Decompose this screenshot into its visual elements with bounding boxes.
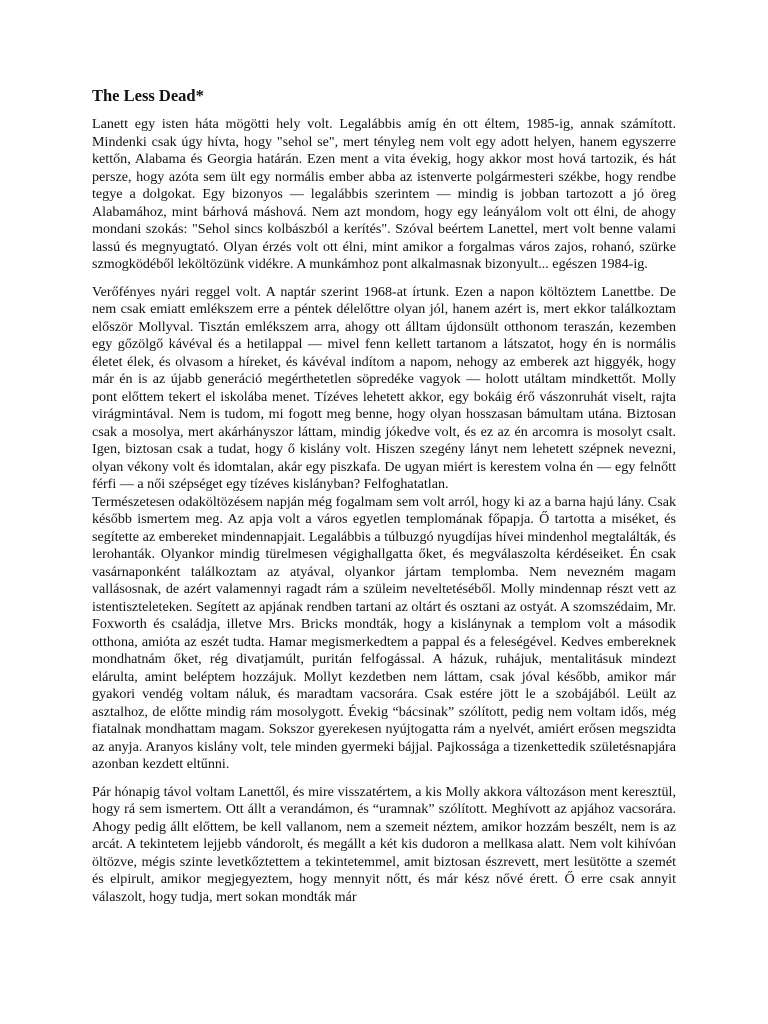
- paragraph-3: Természetesen odaköltözésem napján még fogalmam sem volt arról, hogy ki az a barna hajú lány. Csak később ismertem meg. Az apja volt a város egyetlen templomának főpapja. Ő tartotta a miséket, és segítette az embereket mindennapjait. Legalábbis a túlbuzgó nyugdíjas hívei mindenhol megtalálták, és lerohanták. Olyankor mindig türelmesen végighallgatta őket, és megválaszolta kérdéseiket. Én csak vasárnaponként találkoztam az atyával, olyankor jártam templomba. Nem nevezném magam vallásosnak, de azért valamennyi ragadt rám a szüleim neveltetéséből. Molly mindennap részt vett az istentiszteleteken. Segített az apjának rendben tartani az oltárt és osztani az ostyát. A szomszédaim, Mr. Foxworth és családja, illetve Mrs. Bricks mondták, hogy a kislánynak a templom volt a második otthona, amióta az eszét tudta. Hamar megismerkedtem a pappal és a feleségével. Kedves embereknek mondhatnám őket, rég divatjamúlt, puritán felfogással. A házuk, ruhájuk, mentalitásuk mindezt elárulta, amint beléptem hozzájuk. Mollyt kezdetben nem láttam, csak jóval később, amikor már gyakori vendég voltam náluk, és maradtam vacsorára. Csak estére jött le a szobájából. Leült az asztalhoz, de előtte mindig rám mosolygott. Évekig “bácsinak” szólított, pedig nem voltam idős, még fiatalnak mondhattam magam. Sokszor gyerekesen nyújtogatta rám a nyelvét, amiért erősen megszidta az anyja. Aranyos kislány volt, tele minden gyermeki bájjal. Pajkossága a tizenkettedik születésnapjára azonban kezdett eltűnni.: [92, 493, 676, 772]
- paragraph-4: Pár hónapig távol voltam Lanettől, és mire visszatértem, a kis Molly akkora változáson ment keresztül, hogy rá sem ismertem. Ott állt a verandámon, és “uramnak” szólított. Meghívott az apjához vacsorára. Ahogy pedig állt előttem, be kell vallanom, nem a szemeit néztem, amikor hozzám beszélt, nem is az arcát. A tekintetem lejjebb vándorolt, és megállt a két kis dudoron a mellkasa alatt. Nem volt kihívóan öltözve, mégis szinte levetkőztettem a tekintetemmel, amit biztosan észrevett, mert lesütötte a szemét és elpirult, amikor megjegyeztem, hogy mennyit nőtt, és már kész nővé érett. Ő erre csak annyit válaszolt, hogy tudja, mert sokan mondták már: [92, 783, 676, 905]
- document-page: [92, 86, 676, 906]
- paragraph-1: Lanett egy isten háta mögötti hely volt. Legalábbis amíg én ott éltem, 1985-ig, annak számított. Mindenki csak úgy hívta, hogy "sehol se", mert tényleg nem volt egy adott helyen, hanem egyszerre kettőn, Alabama és Georgia határán. Ezen ment a vita évekig, hogy akkor most hová tartozik, és hát persze, hogy azóta sem ült egy normális ember abba az istenverte polgármesteri székbe, hogy rendbe tegye a dolgokat. Egy bizonyos — legalábbis szerintem — mindig is jobban tartozott a jó öreg Alabamához, mint bárhová máshová. Nem azt mondom, hogy egy leányálom volt ott élni, de ahogy mondani szokás: "Sehol sincs kolbászból a kerítés". Szóval beértem Lanettel, mert volt benne valami lassú és megnyugtató. Olyan érzés volt ott élni, mint amikor a forgalmas város zajos, rohanó, szürke szmogködéből leköltözünk vidékre. A munkámhoz pont alkalmasnak bizonyult... egészen 1984-ig.: [92, 116, 676, 272]
- paragraph-2: Verőfényes nyári reggel volt. A naptár szerint 1968-at írtunk. Ezen a napon költöztem Lanettbe. De nem csak emiatt emlékszem erre a péntek délelőttre olyan jól, hanem azért is, mert ekkor találkoztam először Mollyval. Tisztán emlékszem arra, ahogy ott álltam újdonsült otthonom teraszán, kezemben egy gőzölgő kávéval és a hetilappal — mivel fenn kellett tartanom a látszatot, hogy én is normális életet élek, és olvasom a híreket, és kávéval indítom a napom, nehogy az emberek azt higgyék, hogy már én is az újabb generáció megérthetetlen söpredéke vagyok — holott utáltam mindkettőt. Molly pont előttem tekert el iskolába menet. Tízéves lehetett akkor, egy bokáig érő vászonruhát viselt, rajta virágmintával. Nem is tudom, mi fogott meg benne, hogy olyan hosszasan bámultam utána. Biztosan csak a mosolya, mert akárhányszor láttam, mindig jókedve volt, és ez az én arcomra is mosolyt csalt. Igen, biztosan csak a tudat, hogy ő kislány volt. Hiszen szegény lányt nem lehetett szépnek nevezni, olyan vékony volt és idomtalan, akár egy piszkafa. De ugyan miért is kerestem volna én — egy felnőtt férfi — a női szépséget egy tízéves kislányban? Felfoghatatlan.: [92, 283, 676, 492]
- document-title: The Less Dead*: [92, 86, 204, 105]
